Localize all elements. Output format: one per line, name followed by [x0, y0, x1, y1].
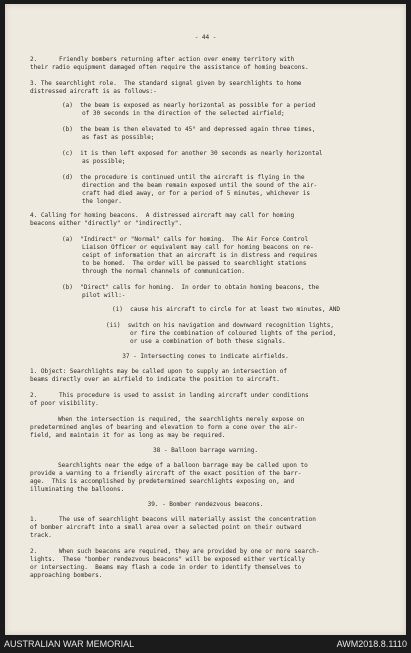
text-line: illuminating the balloons. [30, 486, 125, 493]
text-line: 2. When such beacons are required, they are provided by one or more search- [30, 548, 320, 555]
text-line: provide a warning to a friendly aircraft of the exact position of the barr- [30, 470, 302, 477]
text-line: of 30 seconds in the direction of the selected airfield; [82, 110, 285, 117]
text-line: Searchlights near the edge of a balloon barrage may be called upon to [58, 462, 308, 469]
archive-footer [0, 635, 411, 653]
text-line: as fast as possible; [82, 134, 155, 141]
section-heading: 38 - Balloon barrage warning. [153, 447, 258, 454]
text-line: or intersecting. Beams may flash a code in order to identify themselves to [30, 564, 302, 571]
text-line: distressed aircraft is as follows:- [30, 88, 157, 95]
section-heading: 37 - Intersecting cones to indicate airfields. [122, 353, 289, 360]
page-number: - 44 - [194, 34, 217, 41]
text-line: their radio equipment damaged often require the assistance of homing beacons. [30, 64, 309, 71]
text-line: beacons either "directly" or "indirectly". [30, 220, 182, 227]
text-line: beams directly over an airfield to indicate the position to aircraft. [30, 376, 280, 383]
document-page [5, 4, 406, 635]
text-line: direction and the beam remain exposed until the sound of the air- [82, 182, 318, 189]
text-line: or fire the combination of coloured lights of the period, [130, 330, 337, 337]
text-line: 2. Friendly bombers returning after action over enemy territory with [30, 56, 295, 63]
text-line: field, and maintain it for as long as may be required. [30, 432, 226, 439]
text-line: the longer. [82, 198, 122, 205]
text-line: to be homed. The order will be passed to searchlight stations [82, 260, 307, 267]
text-line: 3. The searchlight role. The standard signal given by searchlights to home [30, 80, 302, 87]
text-line: (ii) switch on his navigation and downward recognition lights, [106, 322, 334, 329]
text-line: 1. The use of searchlight beacons will materially assist the concentration [30, 516, 316, 523]
text-line: 4. Calling for homing beacons. A distressed aircraft may call for homing [30, 212, 295, 219]
text-line: age. This is accomplished by predetermined searchlights exposing on, and [30, 478, 295, 485]
text-line: pilot will:- [82, 292, 126, 299]
text-line: lights. These "bomber rendezvous beacons" will be exposed either vertically [30, 556, 306, 563]
text-line: 1. Object: Searchlights may be called upon to supply an intersection of [30, 368, 287, 375]
text-line: ceipt of information that an aircraft is in distress and requires [82, 252, 318, 259]
text-line: (c) it is then left exposed for another 30 seconds as nearly horizontal [62, 150, 323, 157]
text-line: of bomber aircraft into a small area over a selected point on their outward [30, 524, 302, 531]
text-line: of poor visibility. [30, 400, 99, 407]
footer-institution: AUSTRALIAN WAR MEMORIAL [4, 639, 135, 649]
text-line: predetermined angles of bearing and elevation to form a cone over the air- [30, 424, 298, 431]
section-heading: 39. - Bomber rendezvous beacons. [147, 501, 264, 508]
text-line: as possible; [82, 158, 126, 165]
text-line: 2. This procedure is used to assist in landing aircraft under conditions [30, 392, 309, 399]
text-line: track. [30, 532, 52, 539]
text-line: craft had died away, or for a period of 5 minutes, whichever is [82, 190, 310, 197]
text-line: (a) "Indirect" or "Normal" calls for homing. The Air Force Control [62, 236, 309, 243]
text-line: approaching bombers. [30, 572, 103, 579]
text-line: When the intersection is required, the searchlights merely expose on [58, 416, 305, 423]
text-line: (b) "Direct" calls for homing. In order to obtain homing beacons, the [62, 284, 319, 291]
text-line: (b) the beam is then elevated to 45° and depressed again three times, [62, 126, 316, 133]
text-line: (d) the procedure is continued until the aircraft is flying in the [62, 174, 305, 181]
text-line: through the normal channels of communication. [82, 268, 245, 275]
text-line: (i) cause his aircraft to circle for at least two minutes, AND [112, 306, 340, 313]
text-line: Liaison Officer or equivalent may call for homing beacons on re- [82, 244, 314, 251]
footer-accession-number: AWM2018.8.1110 [336, 639, 407, 649]
text-line: (a) the beam is exposed as nearly horizontal as possible for a period [62, 102, 316, 109]
text-line: or use a combination of both these signals. [130, 338, 286, 345]
